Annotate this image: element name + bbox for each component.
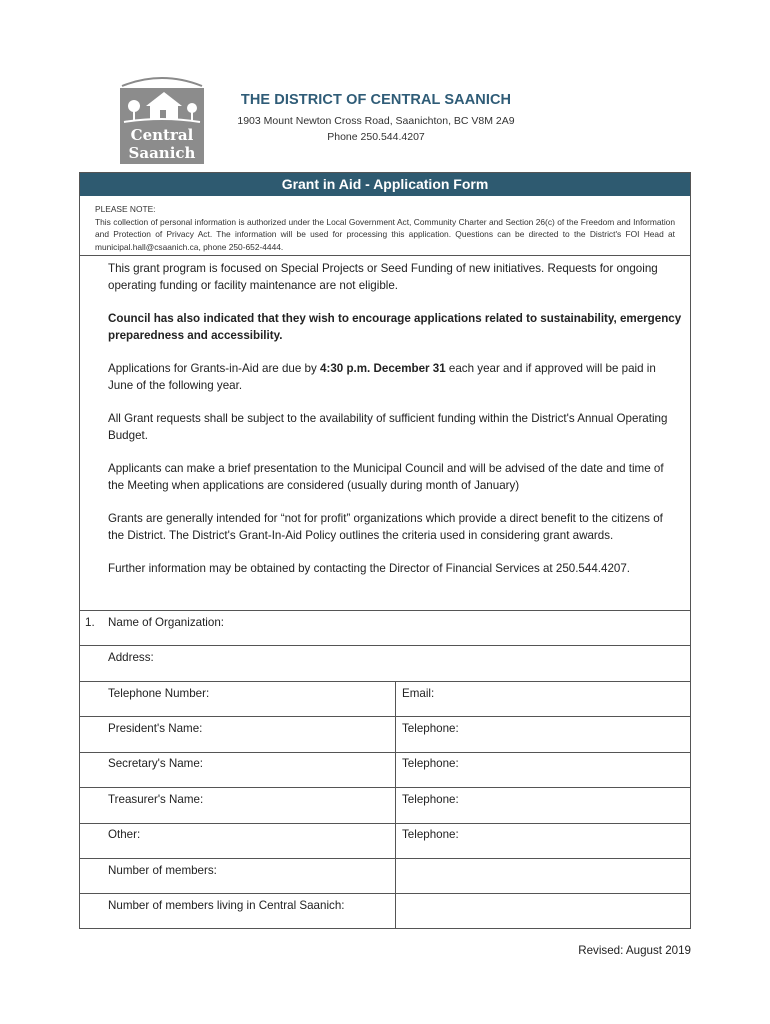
local-members-row[interactable]: [80, 893, 690, 929]
secretary-label: Secretary's Name:: [108, 757, 203, 770]
column-divider: [395, 681, 396, 929]
intro-paragraph-5: Applicants can make a brief presentation to the Municipal Council and will be advised of the date and time of the Meeting when applications are considered (usually during month of January): [108, 462, 664, 492]
members-row[interactable]: [80, 858, 690, 894]
president-label: President's Name:: [108, 722, 203, 735]
other-telephone-label: Telephone:: [402, 828, 459, 841]
president-telephone-label: Telephone:: [402, 722, 459, 735]
district-phone: Phone 250.544.4207: [327, 131, 425, 143]
note-text: This collection of personal information is authorized under the Local Government Act, Community Charter and Section 26(c) of the Freedom and Information and Protection of Privacy Act. The information will be used for processing this application. Questions can be directed to the District's FOI Head at municipal.hall@csaanich.ca, phone 250-652-4444.: [95, 216, 675, 252]
revised-date: Revised: August 2019: [578, 944, 691, 957]
district-logo: [116, 72, 208, 164]
members-label: Number of members:: [108, 864, 217, 877]
secretary-telephone-label: Telephone:: [402, 757, 459, 770]
intro-paragraph-7: Further information may be obtained by contacting the Director of Financial Services at 250.544.4207.: [108, 562, 631, 575]
telephone-number-label: Telephone Number:: [108, 687, 210, 700]
intro-paragraph-3: Applications for Grants-in-Aid are due by 4:30 p.m. December 31 each year and if approved will be paid in June of the following year.: [108, 362, 656, 392]
intro-paragraph-4: All Grant requests shall be subject to the availability of sufficient funding within the District's Annual Operating Budget.: [108, 412, 668, 442]
due-date: 4:30 p.m. December 31: [320, 362, 446, 375]
president-row[interactable]: [80, 716, 690, 752]
local-members-label: Number of members living in Central Saanich:: [108, 899, 345, 912]
email-label: Email:: [402, 687, 435, 700]
logo-line-2: Saanich: [128, 144, 196, 162]
program-description: [108, 261, 682, 595]
note-divider: [80, 255, 690, 256]
address-label: Address:: [108, 651, 154, 664]
section-number: 1.: [85, 616, 95, 629]
address-row[interactable]: [80, 645, 690, 681]
privacy-note: [95, 203, 675, 253]
secretary-row[interactable]: [80, 752, 690, 787]
logo-line-1: Central: [130, 126, 194, 144]
other-row[interactable]: [80, 823, 690, 858]
organization-row[interactable]: [80, 610, 690, 646]
note-heading: PLEASE NOTE:: [95, 204, 156, 214]
form-title: Grant in Aid - Application Form: [80, 173, 690, 196]
other-label: Other:: [108, 828, 141, 841]
organization-label: Name of Organization:: [108, 616, 224, 629]
application-form: [79, 172, 691, 929]
treasurer-label: Treasurer's Name:: [108, 793, 204, 806]
treasurer-row[interactable]: [80, 787, 690, 823]
telephone-email-row[interactable]: [80, 681, 690, 716]
treasurer-telephone-label: Telephone:: [402, 793, 459, 806]
intro-paragraph-2: Council has also indicated that they wish to encourage applications related to sustainability, emergency preparedness and accessibility.: [108, 312, 682, 342]
intro-paragraph-1: This grant program is focused on Special Projects or Seed Funding of new initiatives. Requests for ongoing operating funding or facility maintenance are not eligible.: [108, 262, 658, 292]
district-title: THE DISTRICT OF CENTRAL SAANICH: [240, 92, 512, 108]
district-address: 1903 Mount Newton Cross Road, Saanichton, BC V8M 2A9: [237, 115, 515, 127]
intro-paragraph-6: Grants are generally intended for “not for profit” organizations which provide a direct benefit to the citizens of the District. The District's Grant-In-Aid Policy outlines the criteria used in considering grant awards.: [108, 512, 663, 542]
